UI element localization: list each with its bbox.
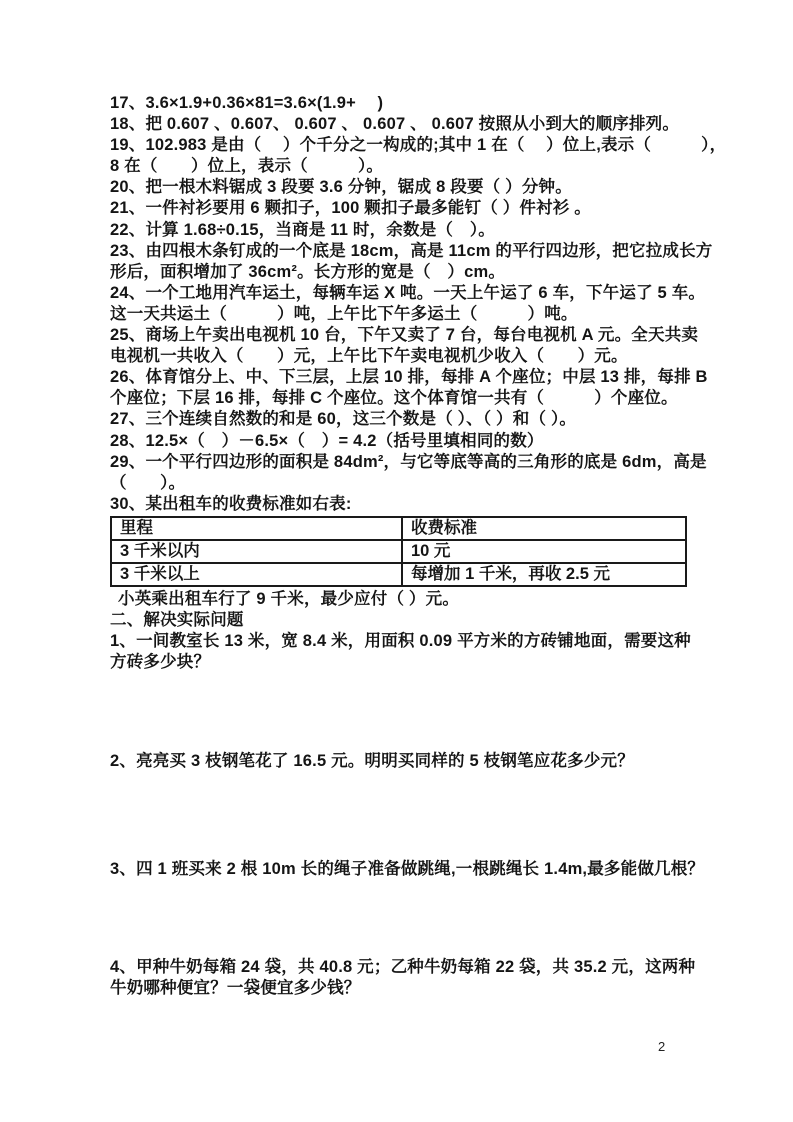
question-22: 22、计算 1.68÷0.15，当商是 11 时，余数是（ ）。: [110, 220, 495, 239]
question-21: 21、一件衬衫要用 6 颗扣子，100 颗扣子最多能钉（ ）件衬衫 。: [110, 199, 591, 218]
question-29-line1: 29、一个平行四边形的面积是 84dm²，与它等底等高的三角形的底是 6dm，高是: [110, 452, 707, 471]
fee-cell: 每增加 1 千米，再收 2.5 元: [402, 563, 686, 586]
problem-2: 2、亮亮买 3 枝钢笔花了 16.5 元。明明买同样的 5 枝钢笔应花多少元？: [110, 751, 634, 770]
section-2-title: 二、解决实际问题: [110, 611, 244, 630]
worksheet-content: [110, 93, 727, 999]
question-19-line1: 19、102.983 是由（ ）个千分之一构成的;其中 1 在（ ）位上,表示（ ），: [110, 136, 727, 155]
fee-header-cell: 收费标准: [402, 517, 686, 540]
problem-4-line2: 牛奶哪种便宜？一袋便宜多少钱？: [110, 978, 361, 997]
question-25-line1: 25、商场上午卖出电视机 10 台，下午又卖了 7 台，每台电视机 A 元。全天共卖: [110, 326, 699, 345]
question-25-line2: 电视机一共收入（ ）元，上午比下午卖电视机少收入（ ）元。: [110, 347, 628, 366]
table-row: [111, 563, 686, 586]
question-26-line2: 个座位；下层 16 排，每排 C 个座位。这个体育馆一共有（ ）个座位。: [110, 389, 678, 408]
question-29-line2: （ ）。: [110, 473, 186, 492]
taxi-fare-table: [110, 516, 687, 587]
question-19-line2: 8 在（ ）位上，表示（ ）。: [110, 157, 384, 176]
question-24-line1: 24、一个工地用汽车运土，每辆车运 X 吨。一天上午运了 6 车，下午运了 5 车。: [110, 283, 706, 302]
question-23-line2: 形后，面积增加了 36cm²。长方形的宽是（ ）cm。: [110, 262, 506, 281]
question-28: 28、12.5×（ ）－6.5×（ ）= 4.2（括号里填相同的数）: [110, 431, 544, 450]
question-27: 27、三个连续自然数的和是 60，这三个数是（ ）、（ ）和（ ）。: [110, 410, 577, 429]
mileage-header-cell: 里程: [111, 517, 402, 540]
fee-cell: 10 元: [402, 540, 686, 563]
table-header-row: [111, 517, 686, 540]
question-30: 30、某出租车的收费标准如右表:: [110, 494, 352, 513]
question-18: 18、把 0.607 、0.607、 0.607 、 0.607 、 0.607 按照从小到大的顺序排列。: [110, 115, 680, 134]
question-26-line1: 26、体育馆分上、中、下三层，上层 10 排，每排 A 个座位；中层 13 排，每排 B: [110, 368, 708, 387]
problem-1-line2: 方砖多少块？: [110, 653, 211, 672]
problem-1-line1: 1、一间教室长 13 米，宽 8.4 米，用面积 0.09 平方米的方砖铺地面，需要这种: [110, 632, 691, 651]
question-20: 20、把一根木料锯成 3 段要 3.6 分钟，锯成 8 段要（ ）分钟。: [110, 178, 572, 197]
question-17: 17、3.6×1.9+0.36×81=3.6×(1.9+ ): [110, 94, 384, 112]
problem-3: 3、四 1 班买来 2 根 10m 长的绳子准备做跳绳,一根跳绳长 1.4m,最多能做几根？: [110, 859, 705, 878]
question-30-followup: 小英乘出租车行了 9 千米，最少应付（ ）元。: [118, 590, 460, 609]
mileage-cell: 3 千米以内: [111, 540, 402, 563]
mileage-cell: 3 千米以上: [111, 563, 402, 586]
question-24-line2: 这一天共运土（ ）吨，上午比下午多运土（ ）吨。: [110, 304, 578, 323]
table-row: [111, 540, 686, 563]
page-number: 2: [658, 1039, 666, 1054]
problem-4-line1: 4、甲种牛奶每箱 24 袋，共 40.8 元；乙种牛奶每箱 22 袋，共 35.2 元，这两种: [110, 957, 696, 976]
question-23-line1: 23、由四根木条钉成的一个底是 18cm，高是 11cm 的平行四边形，把它拉成长方: [110, 241, 713, 260]
